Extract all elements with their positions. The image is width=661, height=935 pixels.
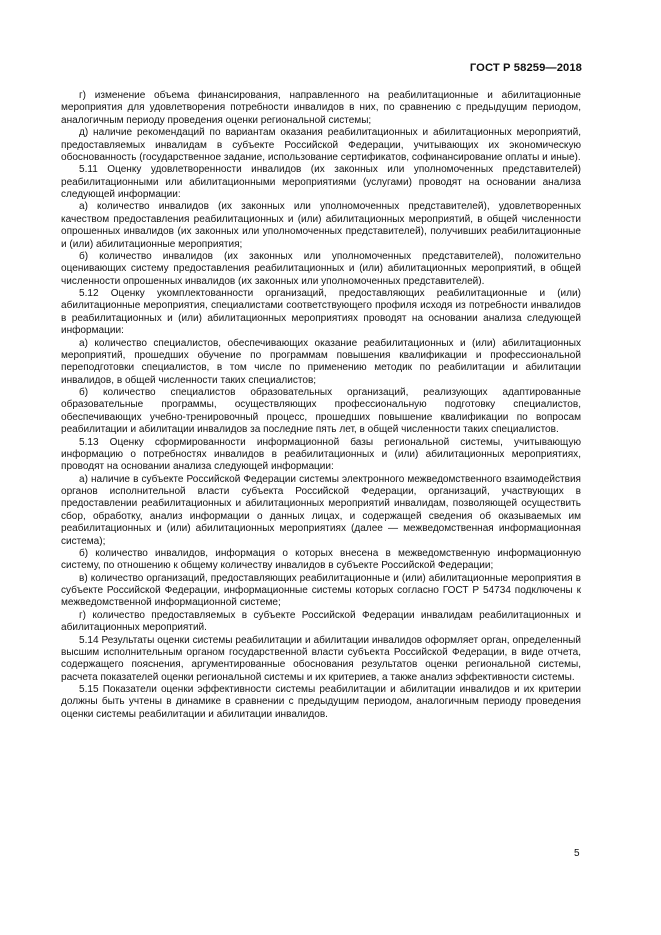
document-body (61, 90, 581, 721)
paragraph-5-13-b: б) количество инвалидов, информация о которых внесена в межведомственную информационную систему, по отношению к общему количеству инвалидов в субъекте Российской Федерации; (61, 547, 581, 572)
section-5-14: 5.14 Результаты оценки системы реабилитации и абилитации инвалидов оформляет орган, определенный высшим исполнительным органом государственной власти субъекта Российской Федерации, в виде отчета, содержащего пояснения, аргументированные обоснования результатов оценки региональной системы, расчета показателей оценки региональной системы и их критериев, а также анализ эффективности системы. (61, 634, 581, 683)
section-5-13: 5.13 Оценку сформированности информационной базы региональной системы, учитывающую информацию о потребностях инвалидов в реабилитационных и (или) абилитационных мероприятиях, проводят на основании анализа следующей информации: (61, 436, 581, 473)
document-header: ГОСТ Р 58259—2018 (469, 62, 582, 74)
section-5-11: 5.11 Оценку удовлетворенности инвалидов (их законных или уполномоченных представителей) реабилитационными или абилитационными мероприятиями (услугами) проводят на основании анализа следующей информации: (61, 164, 581, 200)
paragraph-5-12-a: а) количество специалистов, обеспечивающих оказание реабилитационных и (или) абилитационных мероприятий, прошедших обучение по программам повышения квалификации и профессиональной переподготовки специалистов, в том числе по применению методик по реабилитации и абилитации инвалидов, в общей численности таких специалистов; (61, 337, 581, 386)
paragraph-5-13-g: г) количество предоставляемых в субъекте Российской Федерации инвалидам реабилитационных и абилитационных мероприятий. (61, 609, 581, 634)
section-5-15: 5.15 Показатели оценки эффективности системы реабилитации и абилитации инвалидов и их критерии должны быть учтены в динамике в сравнении с предыдущим периодом, аналогичным периоду проведения оценки системы реабилитации и абилитации инвалидов. (61, 684, 581, 720)
paragraph-d-recommendations: д) наличие рекомендаций по вариантам оказания реабилитационных и абилитационных мероприятий, предоставляемых инвалидам в субъекте Российской Федерации, учитывающих их экономическую обоснованность (государственное задание, использование сертификатов, софинансирование оплаты и иные). (61, 127, 581, 163)
paragraph-g-financing: г) изменение объема финансирования, направленного на реабилитационные и абилитационные мероприятия для удовлетворения потребности инвалидов в них, по сравнению с предыдущим периодом, аналогичным периоду проведения оценки региональной системы; (61, 90, 581, 126)
section-5-12: 5.12 Оценку укомплектованности организаций, предоставляющих реабилитационные и (или) абилитационные мероприятия, специалистами соответствующего профиля исходя из потребности инвалидов в реабилитационных и (или) абилитационных мероприятиях проводят на основании анализа следующей информации: (61, 288, 581, 337)
paragraph-5-13-a: а) наличие в субъекте Российской Федерации системы электронного межведомственного взаимодействия органов исполнительной власти субъекта Российской Федерации, организаций, участвующих в предоставлении реабилитационных и абилитационных мероприятий инвалидам, позволяющей осуществить сбор, обработку, анализ информации о данных лицах, и содержащей сведения об оказываемых им реабилитационных и (или) абилитационных мероприятиях (далее — межведомственная информационная система); (61, 473, 581, 547)
page-number: 5 (574, 848, 580, 859)
paragraph-5-11-a: а) количество инвалидов (их законных или уполномоченных представителей), удовлетворенных качеством предоставления реабилитационных и (или) абилитационных мероприятий, в общей численности опрошенных инвалидов (их законных или уполномоченных представителей), получивших реабилитационные и (или) абилитационные мероприятия; (61, 201, 581, 250)
paragraph-5-11-b: б) количество инвалидов (их законных или уполномоченных представителей), положительно оценивающих систему предоставления реабилитационных и (или) абилитационных мероприятий, в общей численности опрошенных инвалидов (их законных или уполномоченных представителей). (61, 250, 581, 287)
paragraph-5-12-b: б) количество специалистов образовательных организаций, реализующих адаптированные образовательные программы, осуществляющих профессиональную подготовку специалистов, обеспечивающих учебно-тренировочный процесс, прошедших повышение квалификации по вопросам реабилитации и абилитации инвалидов за последние пять лет, в общей численности таких специалистов. (61, 387, 581, 436)
paragraph-5-13-v: в) количество организаций, предоставляющих реабилитационные и (или) абилитационные мероприятия в субъекте Российской Федерации, информационные системы которых согласно ГОСТ Р 54734 подключены к межведомственной информационной системе; (61, 572, 581, 609)
